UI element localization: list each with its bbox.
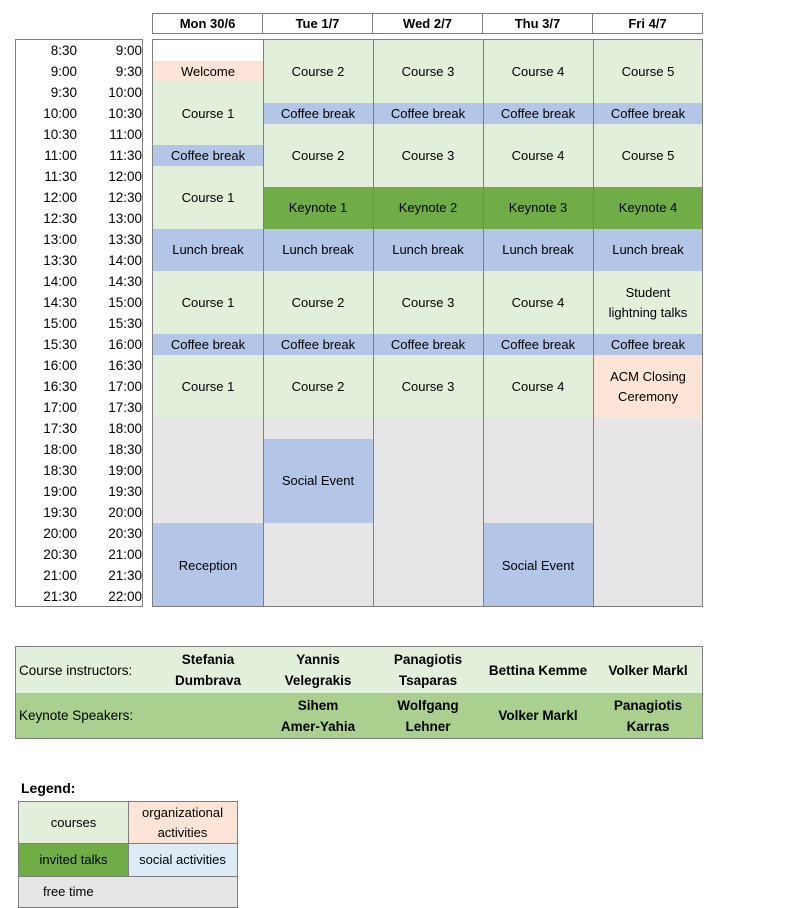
time-row (16, 40, 143, 61)
fri-acm-closing-ceremony (593, 355, 703, 418)
keynotes-label: Keynote Speakers: (19, 708, 134, 723)
time-start: 15:30 (43, 337, 77, 352)
keynote-speaker-wed (373, 693, 483, 738)
legend-social-activities: social activities (128, 843, 237, 876)
instructor-mon (153, 647, 263, 693)
instructor-mon-last: Dumbrava (174, 673, 242, 688)
instructor-fri: Volker Markl (608, 662, 688, 678)
time-start: 13:00 (43, 232, 77, 247)
time-start: 21:00 (43, 568, 77, 583)
fri-acm-line1: ACM Closing (610, 368, 686, 384)
legend-org-line1: organizational (142, 804, 223, 820)
mon-coffee-break-1: Coffee break (153, 145, 263, 166)
legend (18, 801, 238, 908)
time-start: 19:00 (43, 484, 77, 499)
keynote-speaker-tue (263, 693, 373, 738)
time-end: 18:30 (108, 442, 142, 457)
mon-empty-slot (153, 40, 263, 61)
time-end: 11:00 (109, 127, 142, 142)
instructor-wed-first: Panagiotis (393, 652, 463, 667)
time-start: 17:00 (43, 400, 77, 415)
people-table (15, 646, 703, 739)
instructor-wed (373, 647, 483, 693)
mon-lunch-break: Lunch break (153, 229, 263, 271)
time-row (16, 229, 143, 250)
legend-invited-talks: invited talks (19, 843, 128, 876)
tue-course-3: Course 2 (263, 271, 373, 334)
mon-reception: Reception (153, 523, 263, 607)
instructor-tue-last: Velegrakis (284, 673, 352, 688)
wed-course-3: Course 3 (373, 271, 483, 334)
time-end: 9:00 (115, 43, 142, 58)
mon-course-4: Course 1 (153, 355, 263, 418)
thu-coffee-break-2: Coffee break (483, 334, 593, 355)
tue-course-4: Course 2 (263, 355, 373, 418)
time-end: 22:00 (108, 589, 142, 604)
wed-lunch-break: Lunch break (373, 229, 483, 271)
time-start: 18:30 (43, 463, 77, 478)
time-row (16, 250, 143, 271)
time-start: 11:00 (44, 148, 77, 163)
thu-social-event: Social Event (483, 523, 593, 607)
time-start: 9:30 (50, 85, 77, 100)
instructor-wed-last: Tsaparas (398, 673, 458, 688)
time-end: 20:00 (108, 505, 142, 520)
time-end: 15:00 (108, 295, 142, 310)
thu-course-3: Course 4 (483, 271, 593, 334)
legend-courses: courses (19, 802, 128, 843)
time-row (16, 355, 143, 376)
day-header-tue: Tue 1/7 (262, 13, 373, 34)
keynote-speaker-thu: Volker Markl (498, 708, 578, 723)
instructor-thu: Bettina Kemme (488, 662, 588, 678)
time-end: 11:30 (109, 148, 142, 163)
legend-title: Legend: (21, 780, 76, 796)
time-row (16, 145, 143, 166)
time-end: 16:00 (108, 337, 142, 352)
schedule-grid (152, 39, 703, 607)
mon-welcome: Welcome (153, 61, 263, 82)
tue-free-time-2 (263, 523, 373, 607)
instructor-tue-first: Yannis (296, 652, 340, 667)
time-row (16, 187, 143, 208)
time-row (16, 61, 143, 82)
thu-free-time (483, 418, 593, 523)
fri-course-1: Course 5 (593, 40, 703, 103)
time-end: 21:00 (108, 547, 142, 562)
thu-coffee-break-1: Coffee break (483, 103, 593, 124)
fri-student-line2: lightning talks (608, 304, 688, 320)
wed-course-4: Course 3 (373, 355, 483, 418)
time-start: 15:00 (43, 316, 77, 331)
time-end: 13:00 (108, 211, 142, 226)
wed-coffee-break-1: Coffee break (373, 103, 483, 124)
time-start: 14:30 (43, 295, 77, 310)
time-end: 9:30 (115, 64, 142, 79)
time-row (16, 166, 143, 187)
instructors-row (16, 647, 702, 693)
time-end: 19:30 (108, 484, 142, 499)
keynote-fri-first: Panagiotis (613, 697, 683, 713)
wed-coffee-break-2: Coffee break (373, 334, 483, 355)
legend-org-line2: activities (157, 824, 208, 840)
time-start: 16:30 (43, 379, 77, 394)
time-row (16, 439, 143, 460)
mon-coffee-break-2: Coffee break (153, 334, 263, 355)
keynote-fri-last: Karras (626, 718, 670, 734)
time-start: 20:30 (43, 547, 77, 562)
mon-course-2: Course 1 (153, 166, 263, 229)
keynote-wed-last: Lehner (405, 718, 451, 734)
fri-free-time (593, 418, 703, 607)
time-row (16, 208, 143, 229)
time-start: 11:30 (44, 169, 77, 184)
fri-student-lightning-talks (593, 271, 703, 334)
fri-coffee-break-2: Coffee break (593, 334, 703, 355)
time-row (16, 481, 143, 502)
wed-course-2: Course 3 (373, 124, 483, 187)
mon-free-time (153, 418, 263, 523)
thu-lunch-break: Lunch break (483, 229, 593, 271)
wed-course-1: Course 3 (373, 40, 483, 103)
time-start: 10:30 (43, 127, 77, 142)
keynote-wed-first: Wolfgang (397, 697, 459, 713)
time-start: 21:30 (43, 589, 77, 604)
legend-organizational (128, 802, 237, 843)
time-end: 12:30 (108, 190, 142, 205)
time-row (16, 586, 143, 607)
day-header-thu: Thu 3/7 (482, 13, 593, 34)
time-row (16, 103, 143, 124)
time-row (16, 313, 143, 334)
time-start: 18:00 (43, 442, 77, 457)
tue-coffee-break-2: Coffee break (263, 334, 373, 355)
time-end: 17:00 (108, 379, 142, 394)
time-row (16, 544, 143, 565)
tue-course-2: Course 2 (263, 124, 373, 187)
time-end: 10:00 (108, 85, 142, 100)
day-header-mon: Mon 30/6 (152, 13, 263, 34)
fri-student-line1: Student (625, 284, 671, 300)
time-end: 19:00 (108, 463, 142, 478)
time-end: 16:30 (108, 358, 142, 373)
time-end: 20:30 (108, 526, 142, 541)
time-start: 16:00 (43, 358, 77, 373)
instructor-tue (263, 647, 373, 693)
time-start: 20:00 (43, 526, 77, 541)
time-row (16, 460, 143, 481)
time-row (16, 397, 143, 418)
time-start: 12:00 (43, 190, 77, 205)
time-row (16, 565, 143, 586)
fri-acm-line2: Ceremony (618, 388, 678, 404)
time-start: 17:30 (43, 421, 77, 436)
time-start: 10:00 (43, 106, 77, 121)
time-start: 8:30 (50, 43, 77, 58)
instructors-label: Course instructors: (19, 662, 133, 678)
tue-coffee-break-1: Coffee break (263, 103, 373, 124)
time-row (16, 82, 143, 103)
time-start: 9:00 (50, 64, 77, 79)
keynotes-row (16, 693, 702, 738)
time-row (16, 124, 143, 145)
time-end: 10:30 (108, 106, 142, 121)
time-start: 19:30 (43, 505, 77, 520)
time-end: 13:30 (108, 232, 142, 247)
time-row (16, 271, 143, 292)
time-start: 13:30 (43, 253, 77, 268)
thu-course-4: Course 4 (483, 355, 593, 418)
time-row (16, 523, 143, 544)
wed-keynote: Keynote 2 (373, 187, 483, 229)
time-row (16, 502, 143, 523)
tue-social-event: Social Event (263, 439, 373, 523)
legend-free-label: free time (43, 883, 94, 899)
mon-course-3: Course 1 (153, 271, 263, 334)
keynote-tue-last: Amer-Yahia (280, 718, 356, 734)
time-row (16, 334, 143, 355)
time-end: 14:00 (108, 253, 142, 268)
time-row (16, 376, 143, 397)
time-column (15, 39, 143, 607)
time-row (16, 418, 143, 439)
fri-lunch-break: Lunch break (593, 229, 703, 271)
wed-free-time (373, 418, 483, 607)
time-end: 17:30 (108, 400, 142, 415)
tue-keynote: Keynote 1 (263, 187, 373, 229)
day-header-wed: Wed 2/7 (372, 13, 483, 34)
time-end: 14:30 (108, 274, 142, 289)
time-row (16, 292, 143, 313)
thu-course-2: Course 4 (483, 124, 593, 187)
keynote-speaker-fri (593, 693, 703, 738)
thu-course-1: Course 4 (483, 40, 593, 103)
fri-keynote: Keynote 4 (593, 187, 703, 229)
legend-free-time (19, 876, 237, 907)
thu-keynote: Keynote 3 (483, 187, 593, 229)
mon-course-1: Course 1 (153, 82, 263, 145)
tue-free-time-1 (263, 418, 373, 439)
time-start: 12:30 (43, 211, 77, 226)
instructor-mon-first: Stefania (181, 652, 235, 667)
keynote-tue-first: Sihem (297, 697, 339, 713)
time-end: 12:00 (108, 169, 142, 184)
time-start: 14:00 (43, 274, 77, 289)
time-end: 18:00 (108, 421, 142, 436)
day-header-fri: Fri 4/7 (592, 13, 703, 34)
tue-course-1: Course 2 (263, 40, 373, 103)
fri-coffee-break-1: Coffee break (593, 103, 703, 124)
fri-course-2: Course 5 (593, 124, 703, 187)
time-end: 15:30 (108, 316, 142, 331)
tue-lunch-break: Lunch break (263, 229, 373, 271)
time-end: 21:30 (108, 568, 142, 583)
